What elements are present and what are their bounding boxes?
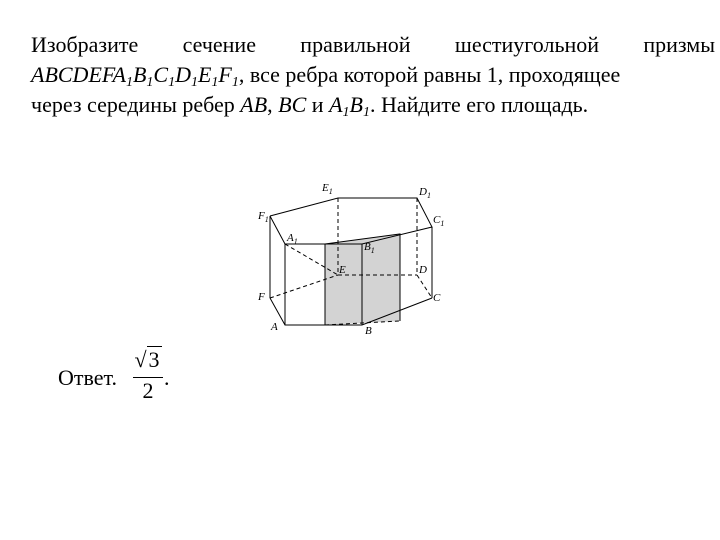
problem-line-2-rest: , все ребра которой равны 1, проходящее	[238, 62, 621, 87]
label-e: E	[339, 264, 346, 276]
prism-top-vertex: $E_1$	[197, 62, 219, 90]
prism-top-vertex: $A_1$	[112, 62, 133, 90]
prism-top-vertex: $B_1$	[132, 62, 154, 90]
label-c: C	[433, 292, 441, 304]
answer-fraction	[132, 345, 164, 404]
prism-base-name: ABCDEF	[31, 62, 113, 87]
problem-statement	[31, 30, 715, 120]
answer-label: Ответ.	[58, 365, 117, 390]
edge-ab: AB	[240, 92, 268, 117]
edge-bc: BC	[278, 92, 307, 117]
label-f: F	[258, 291, 265, 303]
label-b1: $B_1$	[364, 241, 375, 255]
label-e1: $E_1$	[322, 182, 333, 196]
label-c1: $C_1$	[433, 214, 445, 228]
answer-numerator: √3	[134, 347, 160, 372]
prism-top-vertex: $F_1$	[218, 62, 239, 90]
label-d1: $D_1$	[419, 186, 431, 200]
label-a: A	[271, 321, 278, 333]
label-b: B	[365, 325, 372, 335]
problem-line-3: через середины ребер AB, BC и $A_1B_1$. Найдите его площадь.	[31, 92, 589, 120]
prism-figure	[250, 175, 450, 335]
problem-line-1: Изобразите сечение правильной шестиугольной призмы	[31, 32, 715, 57]
answer-end: .	[164, 365, 170, 390]
answer-denominator: 2	[142, 378, 154, 403]
prism-top-vertex: $C_1$	[153, 62, 176, 90]
label-a1: $A_1$	[287, 232, 298, 246]
label-d: D	[419, 264, 427, 276]
prism-top-vertex: $D_1$	[175, 62, 198, 90]
problem-line-2	[31, 60, 715, 90]
edge-a1b1: $A_1B_1$	[329, 92, 370, 120]
label-f1: $F_1$	[258, 210, 269, 224]
